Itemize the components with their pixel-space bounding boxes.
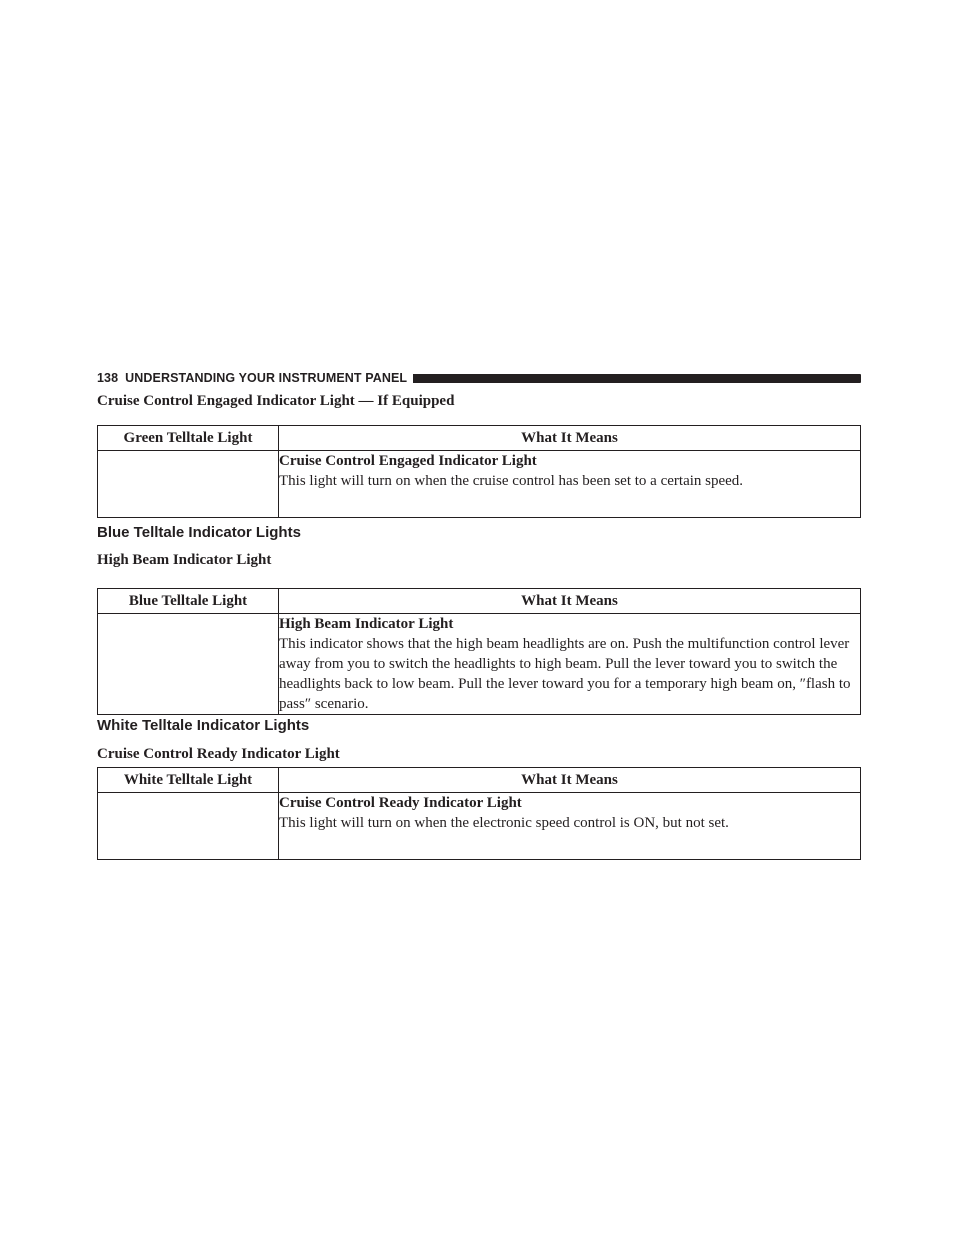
table-row [98, 614, 861, 715]
column-header-meaning: What It Means [279, 426, 861, 451]
telltale-icon-cell [98, 793, 279, 860]
table-header-row [98, 589, 861, 614]
header-rule [413, 374, 861, 383]
table-header-row [98, 426, 861, 451]
cruise-ready-heading: Cruise Control Ready Indicator Light [97, 746, 340, 762]
page-header [97, 370, 861, 386]
column-header-light: Blue Telltale Light [98, 589, 279, 614]
column-header-light: White Telltale Light [98, 768, 279, 793]
cruise-ready-table [97, 767, 861, 860]
table-row [98, 451, 861, 518]
column-header-meaning: What It Means [279, 589, 861, 614]
row-text: This light will turn on when the cruise control has been set to a certain speed. [279, 473, 744, 489]
meaning-cell [279, 793, 861, 860]
white-section-heading: White Telltale Indicator Lights [97, 717, 310, 734]
blue-section-heading: Blue Telltale Indicator Lights [97, 524, 301, 541]
cruise-engaged-table [97, 425, 861, 518]
table-header-row [98, 768, 861, 793]
row-title: Cruise Control Engaged Indicator Light [279, 453, 537, 469]
high-beam-table [97, 588, 861, 715]
meaning-cell [279, 614, 861, 715]
header-text [97, 371, 407, 385]
table-row [98, 793, 861, 860]
cruise-engaged-heading: Cruise Control Engaged Indicator Light — If Equipped [97, 393, 455, 409]
column-header-light: Green Telltale Light [98, 426, 279, 451]
row-title: High Beam Indicator Light [279, 616, 454, 632]
column-header-meaning: What It Means [279, 768, 861, 793]
telltale-icon-cell [98, 614, 279, 715]
telltale-icon-cell [98, 451, 279, 518]
page-number: 138 [97, 371, 119, 385]
row-text: This light will turn on when the electronic speed control is ON, but not set. [279, 815, 729, 831]
section-title: UNDERSTANDING YOUR INSTRUMENT PANEL [125, 371, 408, 385]
high-beam-heading: High Beam Indicator Light [97, 552, 272, 568]
meaning-cell [279, 451, 861, 518]
row-title: Cruise Control Ready Indicator Light [279, 795, 522, 811]
row-text: This indicator shows that the high beam headlights are on. Push the multifunction control lever away from you to switch the headlights to high beam. Pull the lever toward you to switch the headlights back to low beam. Pull the lever toward you for a temporary high beam on, ″flash to pass″ scenario. [279, 636, 851, 712]
